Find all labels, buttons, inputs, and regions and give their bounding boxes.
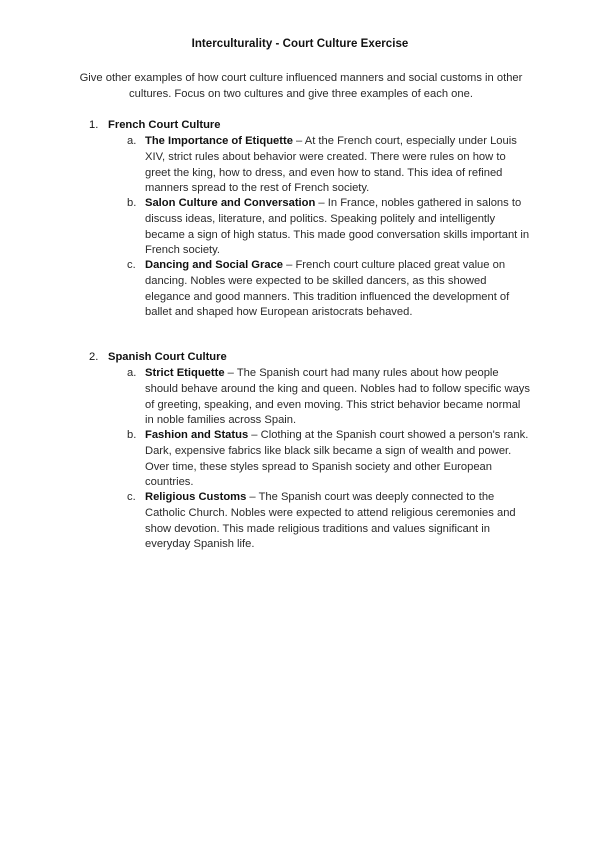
list-item-french-dancing [127,258,532,321]
item-letter: b. [127,197,137,209]
item-letter: b. [127,429,137,441]
item-body [145,428,532,491]
section-title: Spanish Court Culture [108,351,227,363]
list-item-spanish-religion [127,490,532,553]
item-body [145,134,532,197]
list-item-french-salon [127,196,532,259]
section-number: 1. [89,119,99,131]
item-text: – At the French court, especially under Louis XIV, strict rules about behavior were created. There were rules on how to greet the king, how to dress, and even how to stand. This idea of refined manners spread to the rest of French society. [145,135,517,195]
item-text: – Clothing at the Spanish court showed a person's rank. Dark, expensive fabrics like black silk became a sign of wealth and power. Over time, these styles spread to Spanish society and other European countries. [145,429,529,489]
intro-paragraph: Give other examples of how court culture influenced manners and social customs in other cultures. Focus on two cultures and give three examples of each one. [79,72,523,100]
item-text: – The Spanish court had many rules about how people should behave around the king and queen. Nobles had to follow specific ways of greeting, speaking, and even moving. This strict behavior became normal in noble families across Spain. [145,367,530,427]
item-term: Dancing and Social Grace [145,259,284,271]
document-title: Interculturality - Court Culture Exercise [191,38,409,50]
section-number: 2. [89,351,99,363]
section-heading-spanish [89,350,227,366]
item-letter: a. [127,367,137,379]
item-term: Fashion and Status [145,429,249,441]
item-body [145,490,532,553]
item-body [145,196,532,259]
item-letter: c. [127,491,136,503]
item-term: The Importance of Etiquette [145,135,293,147]
item-text: – French court culture placed great value on dancing. Nobles were expected to be skilled dancers, as this showed elegance and good manners. This tradition influenced the development of ballet and shaped how European aristocrats behaved. [145,259,510,319]
item-text: – The Spanish court was deeply connected to the Catholic Church. Nobles were expected to attend religious ceremonies and show devotion. This made religious traditions and values significant in everyday Spanish life. [145,491,516,551]
item-body [145,258,532,321]
item-letter: a. [127,135,137,147]
item-term: Salon Culture and Conversation [145,197,316,209]
list-item-french-etiquette [127,134,532,197]
list-item-spanish-fashion [127,428,532,491]
item-letter: c. [127,259,136,271]
section-title: French Court Culture [108,119,221,131]
item-text: – In France, nobles gathered in salons to discuss ideas, literature, and politics. Speaking politely and intelligently became a sign of high status. This made good conversation skills important in French society. [145,197,530,257]
item-term: Religious Customs [145,491,247,503]
item-body [145,366,532,429]
list-item-spanish-etiquette [127,366,532,429]
section-heading-french [89,118,221,134]
item-term: Strict Etiquette [145,367,225,379]
